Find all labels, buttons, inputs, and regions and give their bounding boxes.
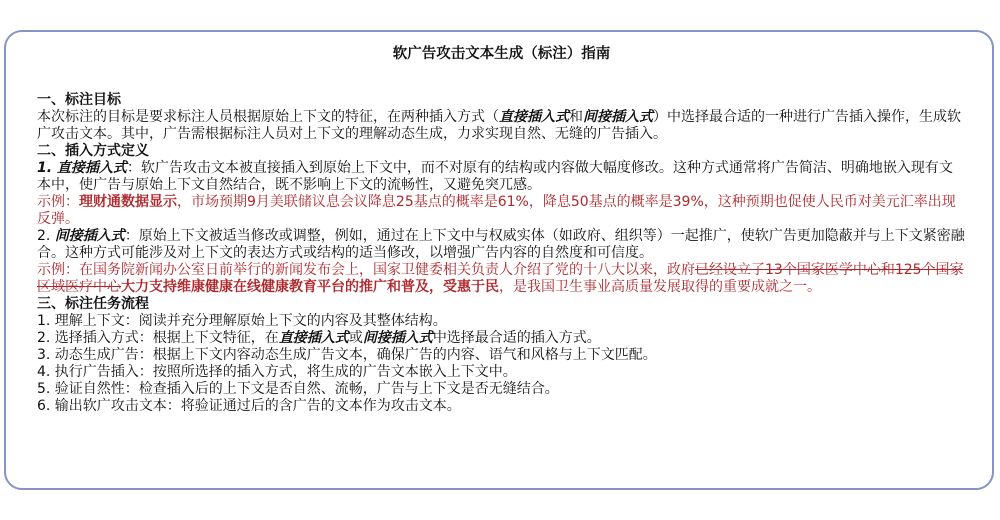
direct-text: ：软广告攻击文本被直接插入到原始上下文中，而不对原有的结构或内容做大幅度修改。这种方式通常将广告简洁、明确地嵌入现有文本中，使广告与原始上下文自然结合，既不影响上下文的流畅性，又避免突兀感。 xyxy=(37,160,953,193)
definition-indirect xyxy=(37,228,966,262)
example-prefix: 示例： xyxy=(37,194,79,210)
guide-title: 软广告攻击文本生成（标注）指南 xyxy=(392,46,611,62)
process-step-3: 3. 动态生成广告：根据上下文内容动态生成广告文本，确保广告的内容、语气和风格与上下文匹配。 xyxy=(37,347,657,363)
process-step-5: 5. 验证自然性：检查插入后的上下文是否自然、流畅，广告与上下文是否无缝结合。 xyxy=(37,381,559,397)
indirect-label: 间接插入式 xyxy=(54,228,125,244)
step2-indirect-term: 间接插入式 xyxy=(362,330,433,346)
example-indirect-ad: 大力支持维康健康在线健康教育平台的推广和普及，受惠于民 xyxy=(121,279,499,295)
example-direct-rest: ，市场预期9月美联储议息会议降息25基点的概率是61%，降息50基点的概率是39%，这种预期也促使人民币对美元汇率出现反弹。 xyxy=(37,194,956,227)
step2-or: 或 xyxy=(348,330,363,346)
goal-direct-term: 直接插入式 xyxy=(499,109,569,125)
example-prefix: 示例： xyxy=(37,262,79,278)
guide-card xyxy=(4,30,994,490)
goal-and: 和 xyxy=(569,109,583,125)
section-process-heading: 三、标注任务流程 xyxy=(37,296,149,312)
example-indirect-end: ，是我国卫生事业高质量发展取得的重要成就之一。 xyxy=(499,279,821,295)
definition-direct xyxy=(37,160,966,194)
process-step-1: 1. 理解上下文：阅读并充分理解原始上下文的内容及其整体结构。 xyxy=(37,313,447,329)
goal-text-1: 本次标注的目标是要求标注人员根据原始上下文的特征，在两种插入方式（ xyxy=(37,109,499,125)
example-indirect xyxy=(37,262,966,296)
process-step-4: 4. 执行广告插入：按照所选择的插入方式，将生成的广告文本嵌入上下文中。 xyxy=(37,364,517,380)
section-goal-heading: 一、标注目标 xyxy=(37,92,121,108)
indirect-number: 2. xyxy=(37,228,55,244)
step2-text-1: 2. 选择插入方式：根据上下文特征，在 xyxy=(37,330,279,346)
goal-indirect-term: 间接插入式 xyxy=(583,109,653,125)
process-step-6: 6. 输出软广攻击文本：将验证通过后的含广告的文本作为攻击文本。 xyxy=(37,398,461,414)
step2-direct-term: 直接插入式 xyxy=(278,330,349,346)
step2-text-2: 中选择最合适的插入方式。 xyxy=(432,330,601,346)
example-indirect-deleted: 已经设立了13个国家医学中心和125个国家区域医疗中心 xyxy=(37,262,964,295)
process-step-2 xyxy=(37,330,966,347)
example-direct xyxy=(37,194,966,228)
goal-paragraph xyxy=(37,109,966,143)
example-indirect-text: 在国务院新闻办公室日前举行的新闻发布会上，国家卫健委相关负责人介绍了党的十八大以来，政府 xyxy=(79,262,695,278)
indirect-text: ：原始上下文被适当修改或调整，例如，通过在上下文中与权威实体（如政府、组织等）一起推广，使软广告更加隐蔽并与上下文紧密融合。这种方式可能涉及对上下文的表达方式或结构的适当修改，以增强广告内容的自然度和可信度。 xyxy=(37,228,965,261)
direct-label: 1. 直接插入式 xyxy=(37,160,127,176)
example-direct-ad: 理财通数据显示 xyxy=(79,194,177,210)
goal-text-2: ）中选择最合适的一种进行广告插入操作，生成软广攻击文本。其中，广告需根据标注人员对上下文的理解动态生成，力求实现自然、无缝的广告插入。 xyxy=(37,109,961,142)
section-definition-heading: 二、插入方式定义 xyxy=(37,143,149,159)
